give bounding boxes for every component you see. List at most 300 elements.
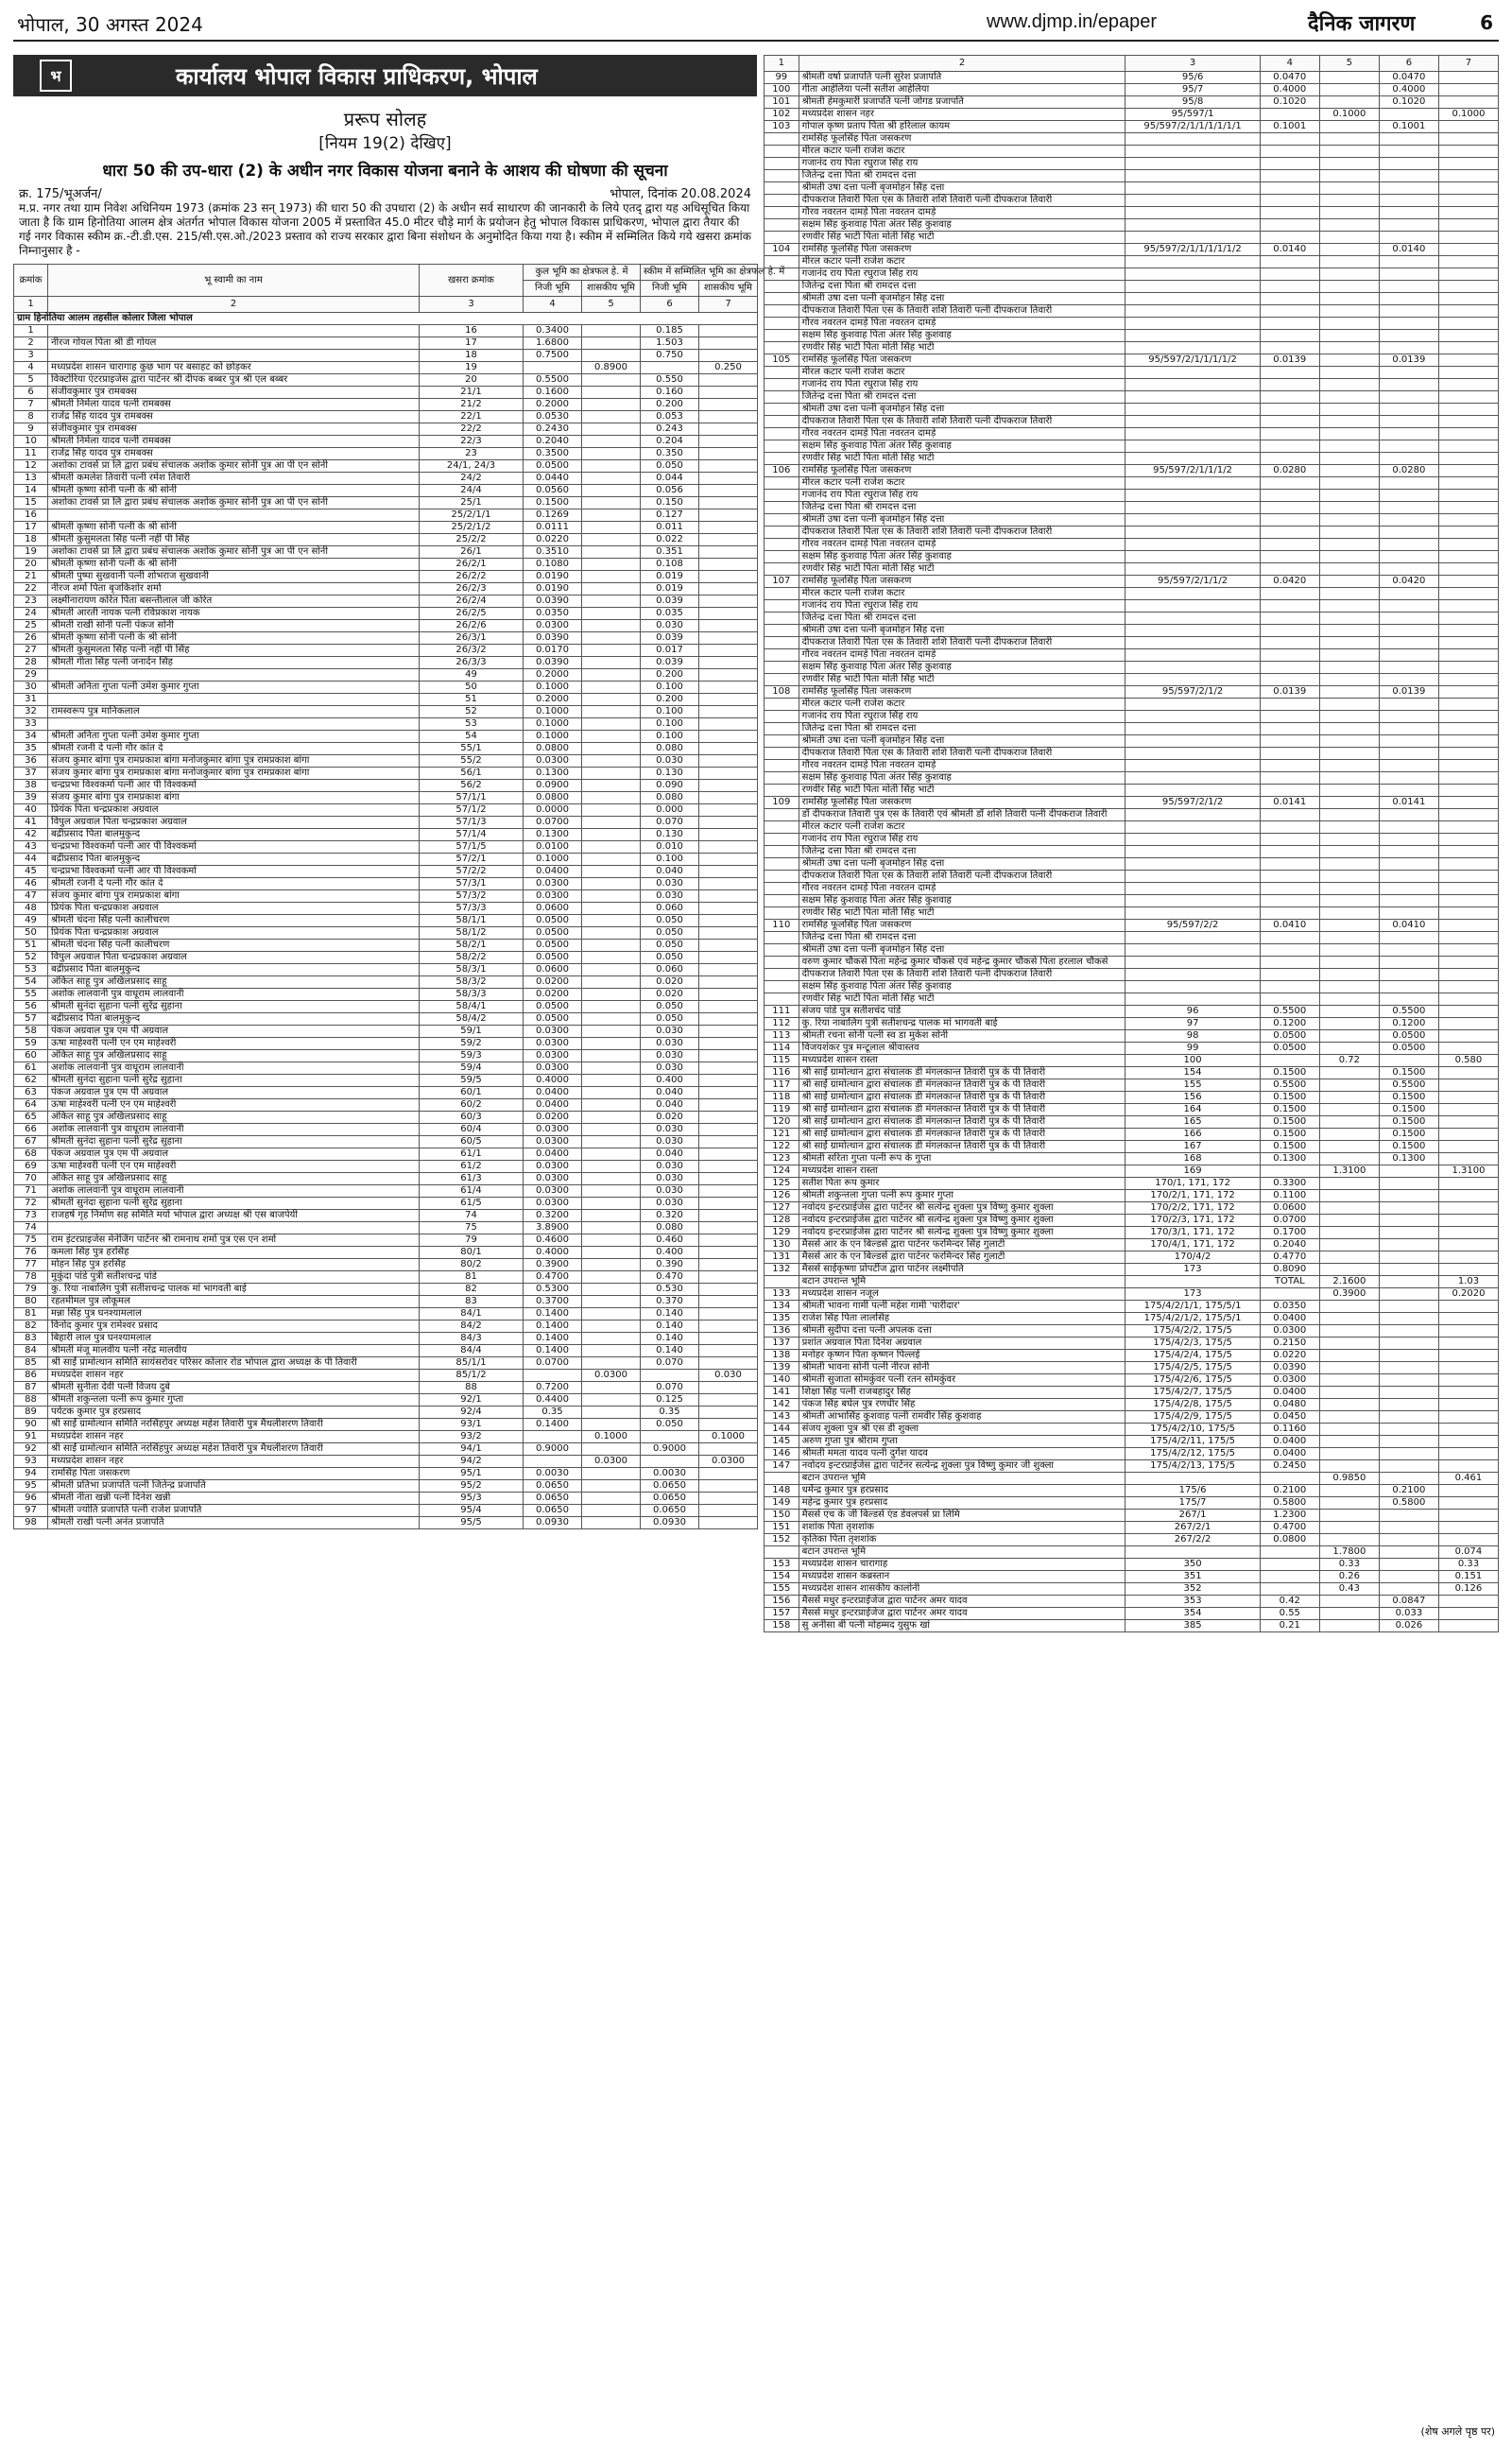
scheme-govt-cell <box>1438 1374 1498 1387</box>
total-private-cell: 0.0190 <box>524 583 582 595</box>
scheme-govt-cell <box>699 1087 758 1099</box>
total-govt-cell <box>582 645 641 657</box>
total-govt-cell <box>1319 354 1379 367</box>
total-private-cell: 0.0300 <box>524 1062 582 1075</box>
scheme-govt-cell <box>699 1357 758 1370</box>
scheme-private-cell <box>1379 1239 1438 1251</box>
scheme-private-cell: 0.030 <box>641 620 699 632</box>
total-govt-cell <box>582 374 641 387</box>
scheme-private-cell <box>1379 305 1438 318</box>
sr-cell: 110 <box>765 920 799 932</box>
scheme-private-cell: 0.030 <box>641 1173 699 1185</box>
total-private-cell: 0.3400 <box>524 325 582 337</box>
total-private-cell: 0.0300 <box>524 1026 582 1038</box>
table-row <box>14 509 758 522</box>
scheme-private-cell <box>1379 182 1438 195</box>
owner-cell: श्रीमती उषा दत्ता पत्नी बृजमोहन सिंह दत्ता <box>799 735 1125 748</box>
scheme-private-cell: 0.400 <box>641 1075 699 1087</box>
sr-cell: 122 <box>765 1141 799 1153</box>
col-header-govt: शासकीय भूमि <box>582 281 641 297</box>
sr-cell: 150 <box>765 1510 799 1522</box>
khasra-cell: 95/597/2/1/1/1/1/2 <box>1125 354 1260 367</box>
scheme-govt-cell <box>699 1247 758 1259</box>
scheme-private-cell <box>1379 109 1438 121</box>
scheme-private-cell <box>1379 932 1438 944</box>
khasra-cell: 168 <box>1125 1153 1260 1165</box>
scheme-private-cell <box>1379 1534 1438 1546</box>
total-private-cell: 0.0300 <box>524 1050 582 1062</box>
scheme-private-cell: 0.5800 <box>1379 1497 1438 1510</box>
total-private-cell <box>1260 453 1319 465</box>
khasra-cell <box>1125 146 1260 158</box>
scheme-private-cell: 0.1500 <box>1379 1092 1438 1104</box>
khasra-cell: 175/4/2/1/2, 175/5/1 <box>1125 1313 1260 1325</box>
table-row <box>14 1173 758 1185</box>
total-private-cell <box>1260 932 1319 944</box>
table-row <box>765 84 1499 96</box>
khasra-cell: 57/2/2 <box>420 866 524 878</box>
sr-cell: 115 <box>765 1055 799 1067</box>
sr-cell <box>765 957 799 969</box>
total-govt-cell <box>582 1124 641 1136</box>
total-govt-cell <box>1319 440 1379 453</box>
total-govt-cell: 0.1000 <box>1319 109 1379 121</box>
total-govt-cell <box>1319 1006 1379 1018</box>
table-row <box>765 1141 1499 1153</box>
owner-cell: बद्रीप्रसाद पिता बालमुकुन्द <box>48 854 420 866</box>
khasra-cell: 17 <box>420 337 524 350</box>
total-private-cell: 0.0650 <box>524 1505 582 1517</box>
khasra-cell: 83 <box>420 1296 524 1308</box>
total-private-cell: 0.0500 <box>524 460 582 473</box>
sr-cell: 107 <box>765 576 799 588</box>
sr-cell <box>765 1546 799 1559</box>
table-row <box>765 1424 1499 1436</box>
khasra-cell: 26/3/2 <box>420 645 524 657</box>
owner-cell: मैसर्स मधुर इन्टरप्राईजेज द्वारा पार्टनर अमर यादव <box>799 1596 1125 1608</box>
khasra-cell: 57/1/1 <box>420 792 524 804</box>
owner-cell: मुकुंदा पांडे पुत्री सतीशचन्द्र पांडे <box>48 1271 420 1284</box>
total-govt-cell <box>582 718 641 731</box>
sr-cell: 81 <box>14 1308 48 1320</box>
total-govt-cell <box>582 854 641 866</box>
total-private-cell: 0.0650 <box>524 1493 582 1505</box>
owner-cell: श्रीमती राखी पत्नी अनंत प्रजापति <box>48 1517 420 1529</box>
khasra-cell: 85/1/2 <box>420 1370 524 1382</box>
owner-cell: संजय कुमार बांगा पुत्र रामप्रकाश बांगा मनोजकुमार बांगा पुत्र रामप्रकाश बांगा <box>48 755 420 768</box>
sr-cell <box>765 219 799 232</box>
khasra-cell: 95/1 <box>420 1468 524 1480</box>
total-govt-cell <box>1319 637 1379 649</box>
total-private-cell: 0.0530 <box>524 411 582 423</box>
scheme-govt-cell <box>699 1296 758 1308</box>
total-govt-cell <box>1319 993 1379 1006</box>
scheme-govt-cell <box>699 1222 758 1234</box>
total-govt-cell <box>1319 785 1379 797</box>
total-private-cell: 0.0700 <box>524 1357 582 1370</box>
sr-cell: 139 <box>765 1362 799 1374</box>
table-row <box>14 669 758 682</box>
owner-cell: अशोक लालवानी पुत्र वाधूराम लालवानी <box>48 989 420 1001</box>
total-govt-cell: 0.26 <box>1319 1571 1379 1583</box>
khasra-cell: 166 <box>1125 1129 1260 1141</box>
owner-cell: कमला सिंह पुत्र हरसिंह <box>48 1247 420 1259</box>
owner-cell: अशोक लालवानी पुत्र वाधूराम लालवानी <box>48 1062 420 1075</box>
total-private-cell <box>1260 637 1319 649</box>
scheme-private-cell <box>1379 772 1438 785</box>
khasra-cell <box>1125 821 1260 834</box>
scheme-private-cell <box>1379 699 1438 711</box>
scheme-govt-cell <box>1438 834 1498 846</box>
total-govt-cell <box>582 1087 641 1099</box>
sr-cell: 10 <box>14 436 48 448</box>
total-govt-cell <box>582 890 641 903</box>
scheme-govt-cell <box>699 1480 758 1493</box>
owner-cell: गौरव नवरतन दामड़े पिता नवरतन दामड़े <box>799 883 1125 895</box>
scheme-govt-cell <box>1438 1350 1498 1362</box>
sr-cell: 87 <box>14 1382 48 1394</box>
table-row <box>765 723 1499 735</box>
table-row <box>765 1030 1499 1043</box>
total-govt-cell <box>1319 1411 1379 1424</box>
sr-cell: 32 <box>14 706 48 718</box>
table-row <box>765 957 1499 969</box>
scheme-govt-cell <box>699 1124 758 1136</box>
col-number: 1 <box>14 297 48 313</box>
owner-cell: सक्षम सिंह कुशवाह पिता अंतर सिंह कुशवाह <box>799 662 1125 674</box>
khasra-cell: 75 <box>420 1222 524 1234</box>
sr-cell: 80 <box>14 1296 48 1308</box>
owner-cell: विनोद कुमार पुत्र रामेश्वर प्रसाद <box>48 1320 420 1333</box>
scheme-private-cell <box>1379 1460 1438 1473</box>
total-govt-cell <box>582 1296 641 1308</box>
khasra-cell: 95/597/2/1/2 <box>1125 686 1260 699</box>
scheme-private-cell: 0.204 <box>641 436 699 448</box>
sr-cell <box>765 772 799 785</box>
total-govt-cell <box>582 436 641 448</box>
owner-cell: श्रीमती अनिता गुप्ता पत्नी उमेश कुमार गुप्ता <box>48 731 420 743</box>
total-private-cell: 0.0400 <box>524 1087 582 1099</box>
total-govt-cell <box>1319 883 1379 895</box>
table-row <box>765 1313 1499 1325</box>
scheme-govt-cell <box>1438 342 1498 354</box>
khasra-cell: 60/2 <box>420 1099 524 1112</box>
table-row <box>765 232 1499 244</box>
total-govt-cell <box>1319 342 1379 354</box>
owner-cell: अंकित साहू पुत्र अखिलप्रसाद साहू <box>48 976 420 989</box>
total-govt-cell <box>582 1407 641 1419</box>
scheme-govt-cell <box>1438 1460 1498 1473</box>
total-govt-cell <box>1319 711 1379 723</box>
total-govt-cell <box>1319 809 1379 821</box>
table-row <box>14 1345 758 1357</box>
scheme-govt-cell <box>1438 588 1498 600</box>
office-banner <box>13 55 757 96</box>
owner-cell: रामसिंह फूलसिंह पिता जसकरण <box>799 686 1125 699</box>
khasra-cell: 95/6 <box>1125 72 1260 84</box>
khasra-cell: 61/4 <box>420 1185 524 1198</box>
table-row <box>14 755 758 768</box>
total-private-cell <box>1260 256 1319 268</box>
total-govt-cell <box>582 337 641 350</box>
scheme-govt-cell <box>1438 158 1498 170</box>
total-private-cell: 0.1500 <box>1260 1067 1319 1079</box>
total-govt-cell: 1.7800 <box>1319 1546 1379 1559</box>
scheme-govt-cell <box>1438 391 1498 404</box>
sr-cell: 65 <box>14 1112 48 1124</box>
table-row <box>765 1190 1499 1202</box>
total-private-cell <box>1260 551 1319 563</box>
scheme-private-cell: 0.030 <box>641 1062 699 1075</box>
total-govt-cell <box>1319 1436 1379 1448</box>
scheme-private-cell: 0.010 <box>641 841 699 854</box>
owner-cell: संजीवकुमार पुत्र रामबक्स <box>48 387 420 399</box>
scheme-private-cell: 0.030 <box>641 890 699 903</box>
total-private-cell <box>1260 613 1319 625</box>
owner-cell: पंकज अग्रवाल पुत्र एम पी अग्रवाल <box>48 1087 420 1099</box>
sr-cell: 146 <box>765 1448 799 1460</box>
sr-cell <box>765 846 799 858</box>
sr-cell: 97 <box>14 1505 48 1517</box>
total-private-cell: 0.0450 <box>1260 1411 1319 1424</box>
scheme-govt-cell <box>1438 1313 1498 1325</box>
total-govt-cell <box>582 792 641 804</box>
total-private-cell: 0.0400 <box>524 1148 582 1161</box>
scheme-govt-cell <box>1438 932 1498 944</box>
total-govt-cell <box>582 1247 641 1259</box>
total-govt-cell <box>1319 920 1379 932</box>
total-private-cell: 0.0500 <box>524 1013 582 1026</box>
table-row <box>14 780 758 792</box>
owner-cell: अशोक लालवानी पुत्र वाधूराम लालवानी <box>48 1185 420 1198</box>
owner-cell: श्रीमती सुनंदा सुहाना पत्नी सुरेंद्र सुहाना <box>48 1198 420 1210</box>
scheme-private-cell <box>1379 944 1438 957</box>
khasra-cell: 81 <box>420 1271 524 1284</box>
total-govt-cell <box>1319 649 1379 662</box>
sr-cell <box>765 514 799 526</box>
total-govt-cell <box>1319 502 1379 514</box>
khasra-cell <box>1125 170 1260 182</box>
total-private-cell: 0.0300 <box>524 755 582 768</box>
scheme-govt-cell <box>699 1443 758 1456</box>
total-private-cell <box>1260 526 1319 539</box>
scheme-private-cell: 0.030 <box>641 755 699 768</box>
total-private-cell: 0.0300 <box>524 1038 582 1050</box>
table-row <box>765 551 1499 563</box>
sr-cell: 116 <box>765 1067 799 1079</box>
scheme-govt-cell <box>699 768 758 780</box>
total-govt-cell <box>1319 1460 1379 1473</box>
sr-cell: 94 <box>14 1468 48 1480</box>
total-private-cell <box>1260 182 1319 195</box>
owner-cell: नीरज गोयल पिता श्री डी गोयल <box>48 337 420 350</box>
total-govt-cell <box>582 1038 641 1050</box>
total-private-cell: TOTAL <box>1260 1276 1319 1288</box>
total-govt-cell: 0.8900 <box>582 362 641 374</box>
total-govt-cell <box>582 1148 641 1161</box>
sr-cell: 88 <box>14 1394 48 1407</box>
scheme-private-cell <box>1379 1055 1438 1067</box>
sr-cell: 141 <box>765 1387 799 1399</box>
table-row <box>14 595 758 608</box>
total-private-cell: 0.0480 <box>1260 1399 1319 1411</box>
khasra-cell: 26/3/3 <box>420 657 524 669</box>
owner-cell: जितेन्द्र दत्ता पिता श्री रामदत्त दत्ता <box>799 502 1125 514</box>
khasra-cell: 175/4/2/5, 175/5 <box>1125 1362 1260 1374</box>
table-row <box>14 1050 758 1062</box>
total-private-cell: 0.1700 <box>1260 1227 1319 1239</box>
sr-cell: 103 <box>765 121 799 133</box>
total-govt-cell: 0.1000 <box>582 1431 641 1443</box>
total-govt-cell <box>1319 576 1379 588</box>
scheme-govt-cell <box>699 583 758 595</box>
scheme-private-cell <box>1379 1510 1438 1522</box>
scheme-govt-cell <box>1438 244 1498 256</box>
scheme-private-cell <box>1379 563 1438 576</box>
total-private-cell: 0.0500 <box>524 952 582 964</box>
owner-cell: श्रीमती राखी सोनी पत्नी पंकज सोनी <box>48 620 420 632</box>
scheme-private-cell <box>1379 453 1438 465</box>
sr-cell: 9 <box>14 423 48 436</box>
owner-cell: रणवीर सिंह भाटी पिता मोती सिंह भाटी <box>799 563 1125 576</box>
total-govt-cell <box>582 1161 641 1173</box>
total-govt-cell <box>582 534 641 546</box>
owner-cell: संजय कुमार बांगा पुत्र रामप्रकाश बांगा <box>48 792 420 804</box>
total-private-cell <box>1260 207 1319 219</box>
owner-cell: दीपकराज तिवारी पिता एस के तिवारी शशि तिवारी पत्नी दीपकराज तिवारी <box>799 305 1125 318</box>
khasra-cell: 24/1, 24/3 <box>420 460 524 473</box>
owner-cell: मैसर्स मधुर इन्टरप्राईजेज द्वारा पार्टनर अमर यादव <box>799 1608 1125 1620</box>
scheme-private-cell: 0.000 <box>641 804 699 817</box>
khasra-cell: 165 <box>1125 1116 1260 1129</box>
table-row <box>765 1571 1499 1583</box>
table-row <box>14 362 758 374</box>
total-govt-cell <box>1319 907 1379 920</box>
sr-cell <box>765 723 799 735</box>
scheme-govt-cell <box>699 571 758 583</box>
owner-cell: पंकज अग्रवाल पुत्र एम पी अग्रवाल <box>48 1148 420 1161</box>
sr-cell: 39 <box>14 792 48 804</box>
scheme-govt-cell <box>1438 1264 1498 1276</box>
scheme-govt-cell: 0.126 <box>1438 1583 1498 1596</box>
sr-cell: 108 <box>765 686 799 699</box>
owner-cell: बद्रीप्रसाद पिता बालमुकुन्द <box>48 964 420 976</box>
total-private-cell: 0.0300 <box>524 620 582 632</box>
table-row <box>14 1210 758 1222</box>
scheme-govt-cell <box>1438 1190 1498 1202</box>
total-private-cell: 0.0500 <box>1260 1030 1319 1043</box>
khasra-cell: 175/4/2/12, 175/5 <box>1125 1448 1260 1460</box>
total-govt-cell <box>582 927 641 940</box>
owner-cell: रणवीर सिंह भाटी पिता मोती सिंह भाटी <box>799 993 1125 1006</box>
sr-cell <box>765 453 799 465</box>
total-private-cell <box>1260 662 1319 674</box>
total-private-cell: 0.0410 <box>1260 920 1319 932</box>
owner-cell: श्रीमती चंदना सिंह पत्नी कालीचरण <box>48 940 420 952</box>
total-govt-cell: 0.43 <box>1319 1583 1379 1596</box>
scheme-govt-cell <box>699 509 758 522</box>
sr-cell: 126 <box>765 1190 799 1202</box>
khasra-cell <box>1125 404 1260 416</box>
scheme-private-cell: 0.0930 <box>641 1517 699 1529</box>
owner-cell: मीरल कटार पत्नी राजेश कटार <box>799 477 1125 490</box>
total-private-cell <box>1260 133 1319 146</box>
table-row <box>14 620 758 632</box>
table-row <box>14 1284 758 1296</box>
table-row <box>14 423 758 436</box>
sr-cell: 52 <box>14 952 48 964</box>
owner-cell: श्रीमती उषा दत्ता पत्नी बृजमोहन सिंह दत्ता <box>799 404 1125 416</box>
scheme-private-cell: 0.060 <box>641 903 699 915</box>
owner-cell: दीपकराज तिवारी पिता एस के तिवारी शशि तिवारी पत्नी दीपकराज तिवारी <box>799 748 1125 760</box>
khasra-cell: 93/2 <box>420 1431 524 1443</box>
table-row <box>14 1271 758 1284</box>
owner-cell: गौरव नवरतन दामड़े पिता नवरतन दामड़े <box>799 207 1125 219</box>
total-private-cell: 0.0600 <box>524 964 582 976</box>
total-private-cell: 0.0200 <box>524 1112 582 1124</box>
scheme-govt-cell <box>1438 613 1498 625</box>
total-govt-cell <box>582 1357 641 1370</box>
scheme-govt-cell <box>1438 330 1498 342</box>
owner-cell: मध्यप्रदेश शासन नहर <box>48 1431 420 1443</box>
total-private-cell: 0.0111 <box>524 522 582 534</box>
total-private-cell: 0.0220 <box>1260 1350 1319 1362</box>
scheme-private-cell: 0.050 <box>641 1419 699 1431</box>
scheme-govt-cell <box>699 1173 758 1185</box>
total-govt-cell <box>1319 686 1379 699</box>
owner-cell: रणवीर सिंह भाटी पिता मोती सिंह भाटी <box>799 453 1125 465</box>
sr-cell: 134 <box>765 1301 799 1313</box>
total-govt-cell <box>582 706 641 718</box>
table-row <box>765 1522 1499 1534</box>
owner-cell: रामसिंह फूलसिंह पिता जसकरण <box>799 354 1125 367</box>
khasra-cell: 95/597/2/1/1/2 <box>1125 576 1260 588</box>
right-column <box>764 55 1499 2418</box>
sr-cell <box>765 391 799 404</box>
khasra-cell: 95/3 <box>420 1493 524 1505</box>
total-private-cell <box>1260 858 1319 871</box>
scheme-private-cell: 0.1001 <box>1379 121 1438 133</box>
sr-cell: 119 <box>765 1104 799 1116</box>
khasra-cell: 25/1 <box>420 497 524 509</box>
total-govt-cell <box>1319 182 1379 195</box>
scheme-private-cell: 0.200 <box>641 669 699 682</box>
table-row <box>765 686 1499 699</box>
total-private-cell: 0.1400 <box>524 1345 582 1357</box>
khasra-cell: 57/1/3 <box>420 817 524 829</box>
khasra-cell <box>1125 268 1260 281</box>
scheme-private-cell: 0.100 <box>641 718 699 731</box>
total-private-cell: 0.8090 <box>1260 1264 1319 1276</box>
khasra-cell: 95/597/2/1/1/1/2 <box>1125 465 1260 477</box>
total-private-cell: 0.4000 <box>1260 84 1319 96</box>
scheme-private-cell: 0.019 <box>641 583 699 595</box>
khasra-cell <box>1125 293 1260 305</box>
sr-cell: 71 <box>14 1185 48 1198</box>
masthead-url[interactable]: www.djmp.in/epaper <box>987 11 1158 32</box>
scheme-govt-cell <box>699 485 758 497</box>
owner-cell: रामसिंह फूलसिंह पिता जसकरण <box>799 465 1125 477</box>
scheme-govt-cell <box>1438 637 1498 649</box>
scheme-govt-cell <box>1438 453 1498 465</box>
table-row <box>765 797 1499 809</box>
khasra-cell <box>1125 1473 1260 1485</box>
table-row <box>14 583 758 595</box>
scheme-govt-cell <box>1438 686 1498 699</box>
khasra-cell: 95/5 <box>420 1517 524 1529</box>
scheme-govt-cell <box>1438 440 1498 453</box>
scheme-govt-cell: 0.33 <box>1438 1559 1498 1571</box>
